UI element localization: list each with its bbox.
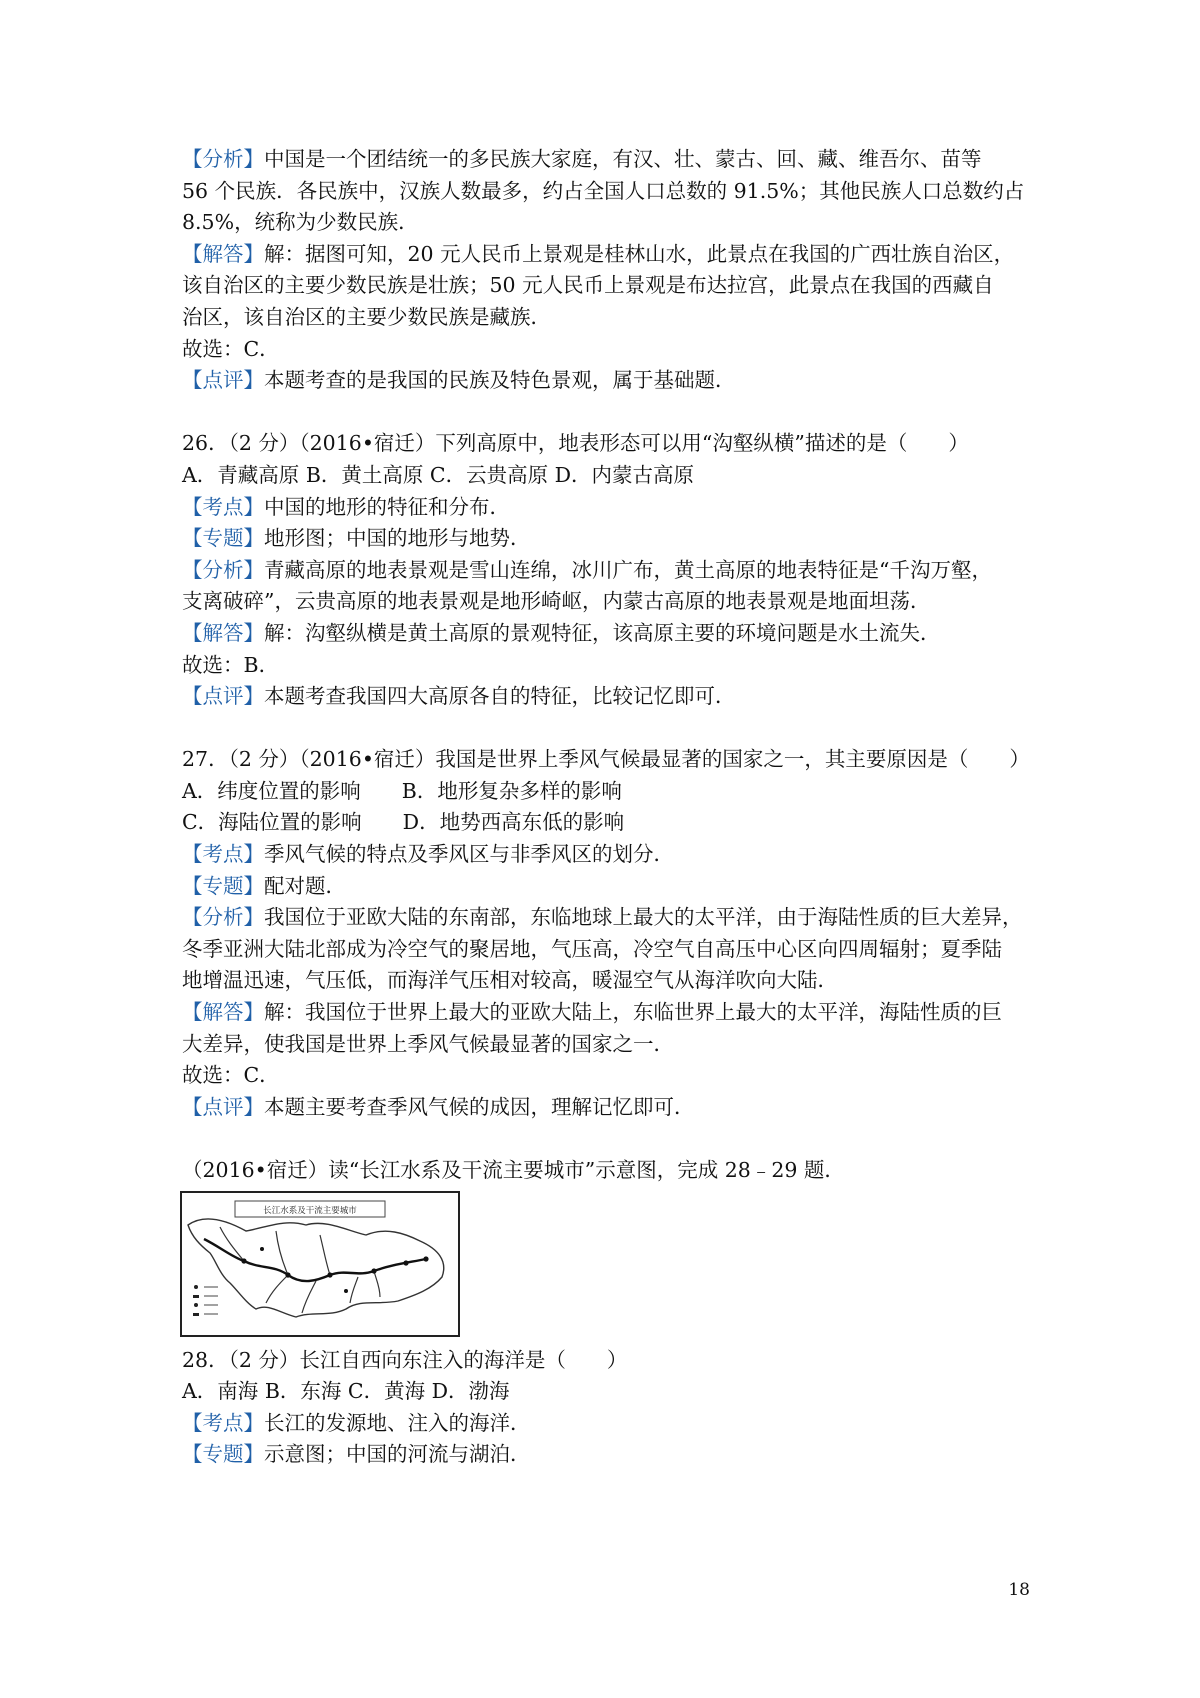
question-27: 27．（2 分）（2016•宿迁）我国是世界上季风气候最显著的国家之一，其主要原因是（ ） bbox=[182, 747, 1030, 772]
topic-text: 地形图；中国的地形与地势． bbox=[264, 526, 531, 551]
comment-tag: 【点评】 bbox=[182, 684, 264, 709]
yangtze-river-map bbox=[180, 1191, 460, 1337]
key-point-line bbox=[182, 492, 1032, 524]
analysis-text: 地增温迅速，气压低，而海洋气压相对较高，暖湿空气从海洋吹向大陆． bbox=[182, 968, 838, 993]
analysis-line bbox=[182, 555, 1032, 587]
analysis-line bbox=[182, 902, 1032, 934]
topic-line bbox=[182, 871, 1032, 903]
topic-text: 示意图；中国的河流与湖泊． bbox=[264, 1442, 531, 1467]
solution-line bbox=[182, 618, 1032, 650]
comment-text: 本题考查我国四大高原各自的特征，比较记忆即可． bbox=[264, 684, 736, 709]
solution-text: 治区，该自治区的主要少数民族是藏族． bbox=[182, 304, 551, 329]
options-28: A．南海 B．东海 C．黄海 D．渤海 bbox=[182, 1379, 510, 1404]
spacer bbox=[182, 397, 1032, 429]
page-content bbox=[182, 144, 1032, 1471]
page-number: 18 bbox=[1008, 1580, 1030, 1600]
analysis-tag: 【分析】 bbox=[182, 557, 264, 582]
comment-line bbox=[182, 1092, 1032, 1124]
analysis-tag: 【分析】 bbox=[182, 147, 264, 171]
question-26: 26．（2 分）（2016•宿迁）下列高原中，地表形态可以用“沟壑纵横”描述的是（ ） bbox=[182, 431, 969, 456]
key-point-text: 长江的发源地、注入的海洋． bbox=[264, 1410, 531, 1435]
solution-text: 解：沟壑纵横是黄土高原的景观特征，该高原主要的环境问题是水土流失． bbox=[264, 620, 941, 645]
spacer bbox=[182, 1123, 1032, 1155]
group-intro: （2016•宿迁）读“长江水系及干流主要城市”示意图，完成 28﹣29 题． bbox=[182, 1158, 845, 1182]
key-point-text: 季风气候的特点及季风区与非季风区的划分． bbox=[264, 842, 674, 867]
comment-line bbox=[182, 365, 1032, 397]
answer-text: 故选：C． bbox=[182, 1063, 280, 1088]
analysis-text: 青藏高原的地表景观是雪山连绵，冰川广布，黄土高原的地表特征是“千沟万壑， bbox=[264, 557, 992, 582]
analysis-text: 支离破碎”，云贵高原的地表景观是地形崎岖，内蒙古高原的地表景观是地面坦荡． bbox=[182, 589, 931, 614]
comment-text: 本题主要考查季风气候的成因，理解记忆即可． bbox=[264, 1094, 695, 1119]
solution-line bbox=[182, 997, 1032, 1029]
answer-text: 故选：C． bbox=[182, 336, 280, 361]
options-27: C．海陆位置的影响 D．地势西高东低的影响 bbox=[182, 810, 625, 835]
analysis-text: 我国位于亚欧大陆的东南部，东临地球上最大的太平洋，由于海陆性质的巨大差异， bbox=[264, 905, 1023, 930]
key-point-tag: 【考点】 bbox=[182, 494, 264, 519]
question-28: 28．（2 分）长江自西向东注入的海洋是（ ） bbox=[182, 1347, 628, 1372]
solution-text: 解：我国位于世界上最大的亚欧大陆上，东临世界上最大的太平洋，海陆性质的巨 bbox=[264, 1000, 1002, 1025]
analysis-text: 冬季亚洲大陆北部成为冷空气的聚居地，气压高，冷空气自高压中心区向四周辐射；夏季陆 bbox=[182, 936, 1002, 961]
options-27: A．纬度位置的影响 B．地形复杂多样的影响 bbox=[182, 778, 622, 803]
analysis-text: 中国是一个团结统一的多民族大家庭，有汉、壮、蒙古、回、藏、维吾尔、苗等 bbox=[264, 147, 982, 171]
key-point-text: 中国的地形的特征和分布． bbox=[264, 494, 510, 519]
map-title: 长江水系及干流主要城市 bbox=[263, 1205, 357, 1216]
topic-tag: 【专题】 bbox=[182, 1442, 264, 1467]
solution-text: 解：据图可知，20 元人民币上景观是桂林山水，此景点在我国的广西壮族自治区， bbox=[264, 241, 1015, 266]
analysis-text: 56 个民族．各民族中，汉族人数最多，约占全国人口总数的 91.5%；其他民族人口总数约占 bbox=[182, 178, 1025, 203]
solution-text: 该自治区的主要少数民族是壮族；50 元人民币上景观是布达拉宫，此景点在我国的西藏自 bbox=[182, 273, 994, 298]
comment-text: 本题考查的是我国的民族及特色景观，属于基础题． bbox=[264, 368, 736, 393]
solution-line bbox=[182, 239, 1032, 271]
answer-text: 故选：B． bbox=[182, 652, 280, 677]
topic-line bbox=[182, 1439, 1032, 1471]
comment-line bbox=[182, 681, 1032, 713]
key-point-line bbox=[182, 1408, 1032, 1440]
key-point-line bbox=[182, 839, 1032, 871]
key-point-tag: 【考点】 bbox=[182, 842, 264, 867]
solution-tag: 【解答】 bbox=[182, 1000, 264, 1025]
topic-line bbox=[182, 523, 1032, 555]
solution-tag: 【解答】 bbox=[182, 620, 264, 645]
topic-tag: 【专题】 bbox=[182, 526, 264, 551]
yangtze-map-figure bbox=[180, 1191, 460, 1337]
spacer bbox=[182, 713, 1032, 745]
options-26: A．青藏高原 B．黄土高原 C．云贵高原 D．内蒙古高原 bbox=[182, 462, 695, 487]
comment-tag: 【点评】 bbox=[182, 368, 264, 393]
solution-tag: 【解答】 bbox=[182, 241, 264, 266]
comment-tag: 【点评】 bbox=[182, 1094, 264, 1119]
solution-text: 大差异，使我国是世界上季风气候最显著的国家之一． bbox=[182, 1031, 674, 1056]
analysis-text: 8.5%，统称为少数民族． bbox=[182, 210, 419, 235]
topic-tag: 【专题】 bbox=[182, 873, 264, 898]
key-point-tag: 【考点】 bbox=[182, 1410, 264, 1435]
analysis-line bbox=[182, 144, 1032, 176]
topic-text: 配对题． bbox=[264, 873, 346, 898]
analysis-tag: 【分析】 bbox=[182, 905, 264, 930]
